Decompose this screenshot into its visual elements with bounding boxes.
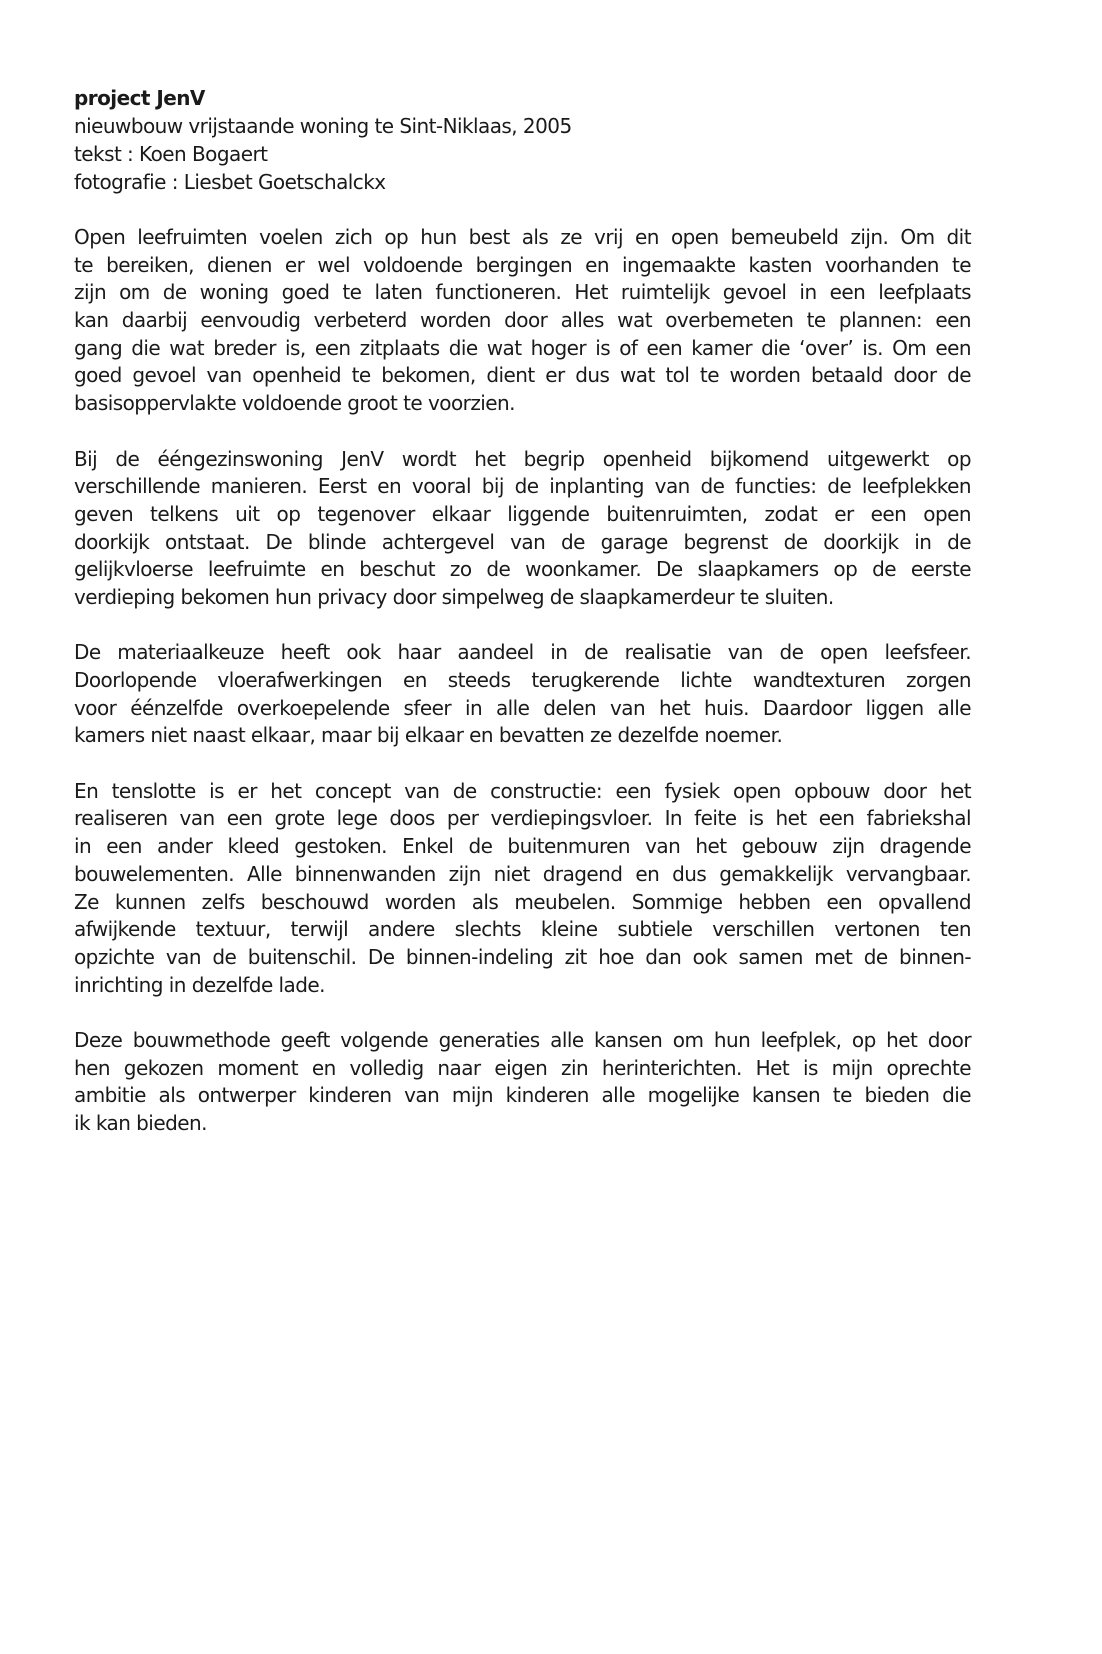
text-line: doorkijk ontstaat. De blinde achtergevel van de garage begrenst de doorkijk in de xyxy=(74,529,971,554)
paragraph-2 xyxy=(74,446,971,612)
text-line: De materiaalkeuze heeft ook haar aandeel in de realisatie van de open leefsfeer. xyxy=(74,640,971,665)
text-line: Deze bouwmethode geeft volgende generaties alle kansen om hun leefplek, op het door xyxy=(74,1027,971,1052)
text-line: voor éénzelfde overkoepelende sfeer in alle delen van het huis. Daardoor liggen alle xyxy=(74,695,971,720)
text-line: bouwelementen. Alle binnenwanden zijn niet dragend en dus gemakkelijk vervangbaar. xyxy=(74,861,971,886)
document-page xyxy=(74,84,971,1165)
text-line: kan daarbij eenvoudig verbeterd worden door alles wat overbemeten te plannen: een xyxy=(74,308,971,333)
paragraph-1 xyxy=(74,224,971,418)
text-line: verschillende manieren. Eerst en vooral bij de inplanting van de functies: de leefplekken xyxy=(74,474,971,499)
article-subtitle: nieuwbouw vrijstaande woning te Sint-Niklaas, 2005 xyxy=(74,114,572,138)
text-credit: tekst : Koen Bogaert xyxy=(74,142,268,166)
text-line: ik kan bieden. xyxy=(74,1111,207,1135)
text-line: inrichting in dezelfde lade. xyxy=(74,972,325,997)
text-line: kamers niet naast elkaar, maar bij elkaar en bevatten ze dezelfde noemer. xyxy=(74,723,783,748)
paragraph-4 xyxy=(74,778,971,1000)
text-line: verdieping bekomen hun privacy door simpelweg de slaapkamerdeur te sluiten. xyxy=(74,584,834,609)
text-line: afwijkende textuur, terwijl andere slechts kleine subtiele verschillen vertonen ten xyxy=(74,917,971,942)
text-line: te bereiken, dienen er wel voldoende bergingen en ingemaakte kasten voorhanden te xyxy=(74,252,971,277)
text-line: basisoppervlakte voldoende groot te voorzien. xyxy=(74,391,515,416)
text-line: geven telkens uit op tegenover elkaar liggende buitenruimten, zodat er een open xyxy=(74,501,971,526)
text-line: Ze kunnen zelfs beschouwd worden als meubelen. Sommige hebben een opvallend xyxy=(74,889,971,914)
text-line: hen gekozen moment en volledig naar eigen zin herinterichten. Het is mijn oprechte xyxy=(74,1055,971,1080)
photo-credit: fotografie : Liesbet Goetschalckx xyxy=(74,170,386,194)
article-header xyxy=(74,84,971,196)
text-line: zijn om de woning goed te laten functioneren. Het ruimtelijk gevoel in een leefplaats xyxy=(74,280,971,305)
article-title: project JenV xyxy=(74,86,205,110)
paragraph-5 xyxy=(74,1027,971,1138)
text-line: ambitie als ontwerper kinderen van mijn kinderen alle mogelijke kansen te bieden die xyxy=(74,1083,971,1108)
text-line: Doorlopende vloerafwerkingen en steeds terugkerende lichte wandtexturen zorgen xyxy=(74,668,971,692)
text-line: in een ander kleed gestoken. Enkel de buitenmuren van het gebouw zijn dragende xyxy=(74,834,971,859)
text-line: goed gevoel van openheid te bekomen, dient er dus wat tol te worden betaald door de xyxy=(74,363,971,388)
text-line: En tenslotte is er het concept van de constructie: een fysiek open opbouw door het xyxy=(74,778,971,803)
paragraph-3 xyxy=(74,639,971,750)
text-line: gelijkvloerse leefruimte en beschut zo de woonkamer. De slaapkamers op de eerste xyxy=(74,557,971,582)
text-line: opzichte van de buitenschil. De binnen-indeling zit hoe dan ook samen met de binnen- xyxy=(74,944,971,969)
text-line: Open leefruimten voelen zich op hun best als ze vrij en open bemeubeld zijn. Om dit xyxy=(74,225,971,249)
text-line: realiseren van een grote lege doos per verdiepingsvloer. In feite is het een fabriekshal xyxy=(74,806,971,831)
text-line: gang die wat breder is, een zitplaats die wat hoger is of een kamer die ‘over’ is. Om een xyxy=(74,335,971,360)
text-line: Bij de ééngezinswoning JenV wordt het begrip openheid bijkomend uitgewerkt op xyxy=(74,446,971,471)
